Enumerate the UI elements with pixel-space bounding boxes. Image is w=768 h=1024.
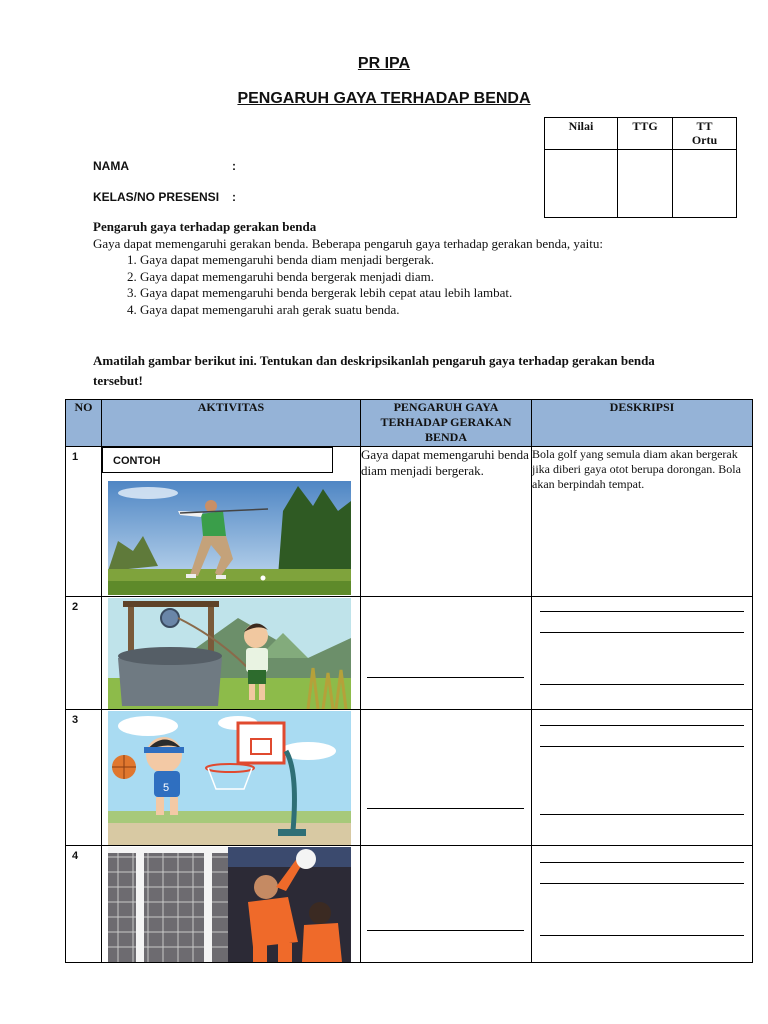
answer-line bbox=[540, 611, 744, 612]
header-aktivitas: AKTIVITAS bbox=[102, 400, 361, 447]
grade-header-tt-ortu bbox=[673, 118, 737, 150]
grading-box bbox=[544, 117, 737, 218]
golfer-image bbox=[108, 481, 351, 595]
answer-line bbox=[367, 808, 524, 809]
activity-cell bbox=[102, 710, 361, 846]
well-bucket-image bbox=[108, 598, 351, 709]
svg-text:5: 5 bbox=[163, 782, 170, 794]
answer-line bbox=[540, 935, 744, 936]
page-title: PR IPA bbox=[357, 55, 411, 72]
header-deskripsi: DESKRIPSI bbox=[532, 400, 753, 447]
intro-text: Gaya dapat memengaruhi gerakan benda. Beberapa pengaruh gaya terhadap gerakan benda, yaitu: bbox=[93, 235, 604, 251]
header-pengaruh bbox=[361, 400, 532, 447]
effect-cell[interactable] bbox=[361, 846, 532, 963]
answer-line bbox=[540, 632, 744, 633]
answer-line bbox=[540, 725, 744, 726]
row-number: 3 bbox=[66, 710, 102, 846]
goalkeeper-image bbox=[108, 847, 351, 962]
class-label: KELAS/NO PRESENSI bbox=[93, 190, 220, 204]
list-item: 4. Gaya dapat memengaruhi arah gerak suatu benda. bbox=[140, 302, 673, 319]
intro-heading: Pengaruh gaya terhadap gerakan benda bbox=[93, 219, 317, 234]
answer-line bbox=[540, 883, 744, 884]
effects-list bbox=[93, 252, 673, 318]
activity-cell bbox=[102, 846, 361, 963]
description-cell[interactable] bbox=[532, 710, 753, 846]
answer-line bbox=[540, 684, 744, 685]
table-header-row bbox=[66, 400, 753, 447]
name-label: NAMA bbox=[93, 159, 129, 173]
grade-cell-nilai[interactable] bbox=[545, 150, 618, 218]
activity-cell bbox=[102, 597, 361, 710]
list-item: 3. Gaya dapat memengaruhi benda bergerak lebih cepat atau lebih lambat. bbox=[140, 285, 673, 302]
class-colon: : bbox=[232, 190, 236, 204]
activity-table bbox=[65, 399, 753, 963]
table-row bbox=[66, 846, 753, 963]
header-no: NO bbox=[66, 400, 102, 447]
answer-line bbox=[540, 862, 744, 863]
list-item: 2. Gaya dapat memengaruhi benda bergerak menjadi diam. bbox=[140, 269, 673, 286]
effect-cell[interactable] bbox=[361, 710, 532, 846]
example-label: CONTOH bbox=[102, 447, 333, 473]
row-number: 4 bbox=[66, 846, 102, 963]
answer-line bbox=[540, 746, 744, 747]
table-row bbox=[66, 447, 753, 597]
activity-cell bbox=[102, 447, 361, 597]
effect-cell: Gaya dapat memengaruhi benda diam menjadi bergerak. bbox=[361, 447, 532, 597]
description-cell: Bola golf yang semula diam akan bergerak jika diberi gaya otot berupa dorongan. Bola akan berpindah tempat. bbox=[532, 447, 753, 597]
row-number: 2 bbox=[66, 597, 102, 710]
grade-cell-tt-ortu[interactable] bbox=[673, 150, 737, 218]
grade-header-nilai: Nilai bbox=[545, 118, 618, 150]
intro-section bbox=[93, 219, 673, 318]
answer-line bbox=[540, 814, 744, 815]
header-pengaruh-text: PENGARUH GAYA TERHADAP GERAKAN BENDA bbox=[380, 400, 512, 444]
list-item: 1. Gaya dapat memengaruhi benda diam menjadi bergerak. bbox=[140, 252, 673, 269]
page-subtitle: PENGARUH GAYA TERHADAP BENDA bbox=[237, 90, 531, 107]
effect-cell[interactable] bbox=[361, 597, 532, 710]
grade-cell-ttg[interactable] bbox=[618, 150, 673, 218]
description-cell[interactable] bbox=[532, 597, 753, 710]
instruction: Amatilah gambar berikut ini. Tentukan dan deskripsikanlah pengaruh gaya terhadap gerakan benda tersebut! bbox=[93, 353, 655, 388]
basketball-image bbox=[108, 711, 351, 845]
grade-header-tt-ortu-text: TT Ortu bbox=[691, 119, 718, 147]
name-colon: : bbox=[232, 159, 236, 173]
grade-header-ttg: TTG bbox=[618, 118, 673, 150]
description-cell[interactable] bbox=[532, 846, 753, 963]
row-number: 1 bbox=[66, 447, 102, 597]
table-row bbox=[66, 597, 753, 710]
answer-line bbox=[367, 930, 524, 931]
answer-line bbox=[367, 677, 524, 678]
table-row bbox=[66, 710, 753, 846]
